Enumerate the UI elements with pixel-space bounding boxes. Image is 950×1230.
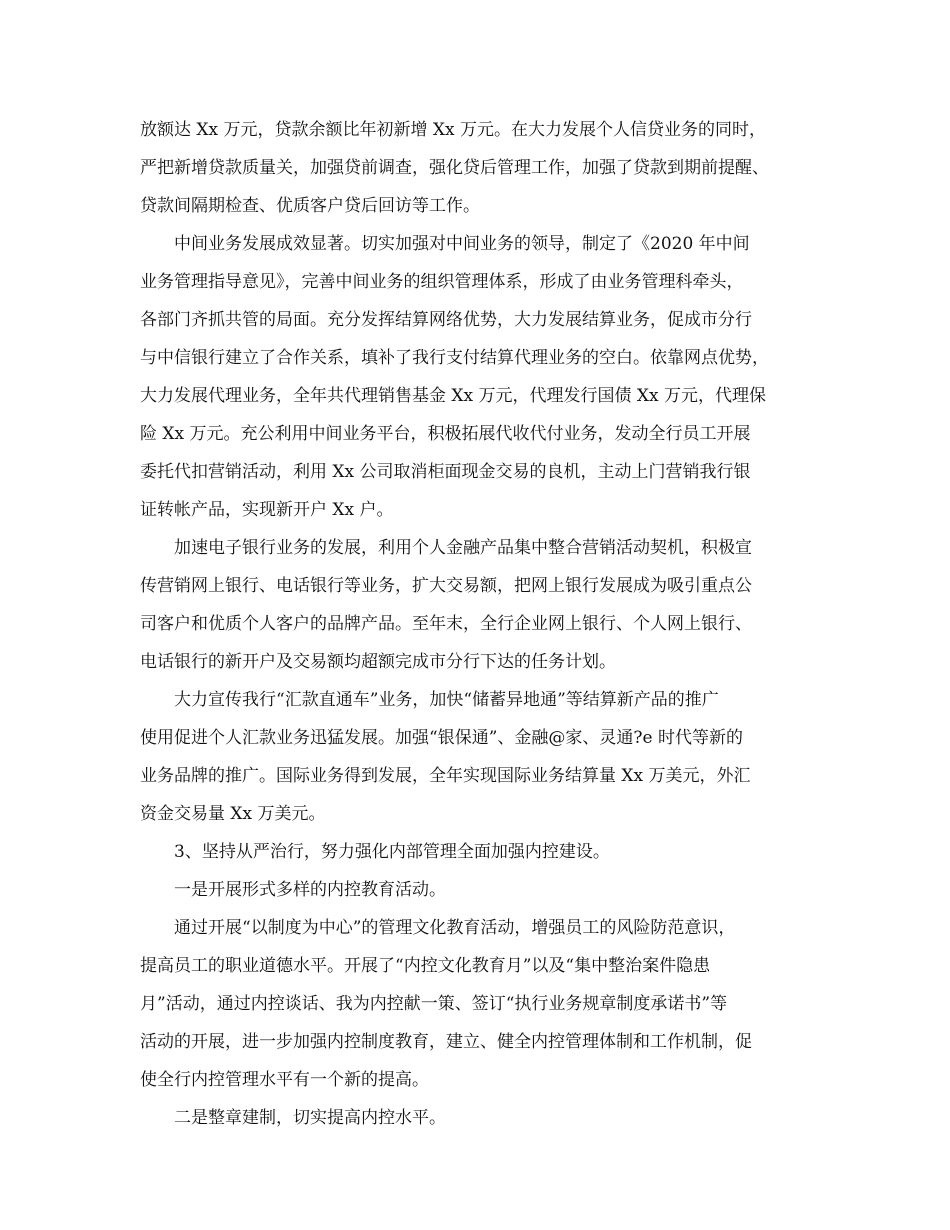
text-line: 业务管理指导意见》，完善中间业务的组织管理体系，形成了由业务管理科牵头， <box>140 272 744 292</box>
subsection-heading: 一是开展形式多样的内控教育活动。 <box>174 880 446 900</box>
paragraph-first-line: 加速电子银行业务的发展，利用个人金融产品集中整合营销活动契机，积极宣 <box>174 538 752 558</box>
text-line: 险 Xx 万元。充公利用中间业务平台，积极拓展代收代付业务，发动全行员工开展 <box>140 424 751 444</box>
text-line: 使用促进个人汇款业务迅猛发展。加强“银保通”、金融@家、灵通?e 时代等新的 <box>140 728 743 748</box>
text-line: 活动的开展，进一步加强内控制度教育，建立、健全内控管理体制和工作机制，促 <box>140 1032 752 1052</box>
text-line: 证转帐产品，实现新开户 Xx 户。 <box>140 500 394 520</box>
text-line: 司客户和优质个人客户的品牌产品。至年末，全行企业网上银行、个人网上银行、 <box>140 614 752 634</box>
text-line: 业务品牌的推广。国际业务得到发展，全年实现国际业务结算量 Xx 万美元，外汇 <box>140 766 751 786</box>
text-line: 与中信银行建立了合作关系，填补了我行支付结算代理业务的空白。依靠网点优势， <box>140 348 769 368</box>
section-heading: 3、坚持从严治行，努力强化内部管理全面加强内控建设。 <box>174 842 610 862</box>
text-line: 使全行内控管理水平有一个新的提高。 <box>140 1070 429 1090</box>
text-line: 委托代扣营销活动，利用 Xx 公司取消柜面现金交易的良机，主动上门营销我行银 <box>140 462 751 482</box>
text-line: 传营销网上银行、电话银行等业务，扩大交易额，把网上银行发展成为吸引重点公 <box>140 576 752 596</box>
text-line: 大力发展代理业务，全年共代理销售基金 Xx 万元，代理发行国债 Xx 万元，代理保 <box>140 386 766 406</box>
paragraph-first-line: 中间业务发展成效显著。切实加强对中间业务的领导，制定了《2020 年中间 <box>174 234 750 254</box>
text-line: 月”活动，通过内控谈话、我为内控献一策、签订“执行业务规章制度承诺书”等 <box>140 994 728 1014</box>
text-line: 贷款间隔期检查、优质客户贷后回访等工作。 <box>140 196 480 216</box>
text-line: 放额达 Xx 万元，贷款余额比年初新增 Xx 万元。在大力发展个人信贷业务的同时， <box>140 120 766 140</box>
subsection-heading: 二是整章建制，切实提高内控水平。 <box>174 1108 446 1128</box>
text-line: 严把新增贷款质量关，加强贷前调查，强化贷后管理工作，加强了贷款到期前提醒、 <box>140 158 769 178</box>
text-line: 各部门齐抓共管的局面。充分发挥结算网络优势，大力发展结算业务，促成市分行 <box>140 310 752 330</box>
text-line: 提高员工的职业道德水平。开展了“内控文化教育月”以及“集中整治案件隐患 <box>140 956 711 976</box>
text-line: 电话银行的新开户及交易额均超额完成市分行下达的任务计划。 <box>140 652 616 672</box>
text-line: 资金交易量 Xx 万美元。 <box>140 804 326 824</box>
paragraph-first-line: 大力宣传我行“汇款直通车”业务，加快“储蓄异地通”等结算新产品的推广 <box>174 690 719 710</box>
paragraph-first-line: 通过开展“以制度为中心”的管理文化教育活动，增强员工的风险防范意识， <box>174 918 736 938</box>
